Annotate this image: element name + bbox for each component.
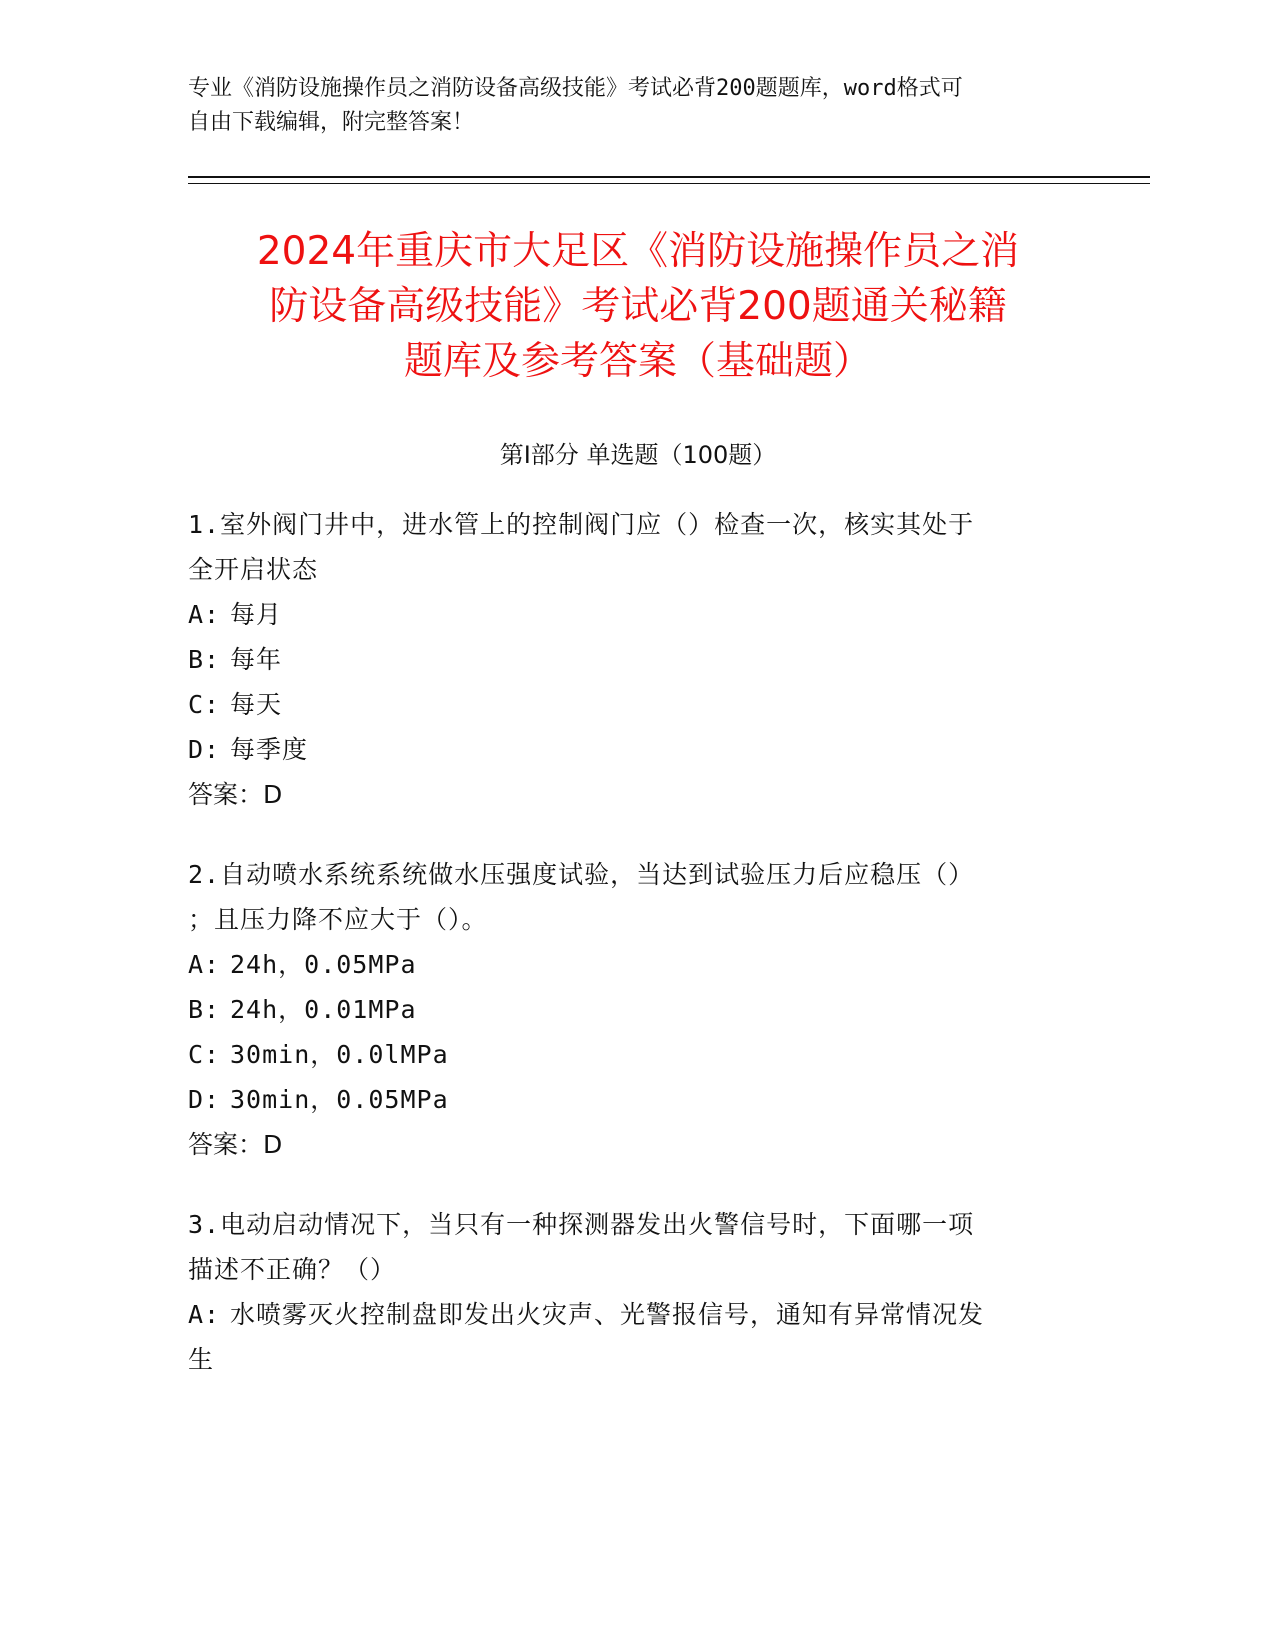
option-text: 24h，0.05MPa: [230, 950, 417, 979]
option-a: [188, 1292, 1068, 1337]
question-1: [188, 502, 1068, 817]
option-text: 每季度: [230, 735, 309, 764]
question-stem: 1.室外阀门井中，进水管上的控制阀门应（）检查一次，核实其处于: [188, 510, 975, 539]
option-a-continued: 生: [188, 1345, 215, 1374]
title-line: 题库及参考答案（基础题）: [403, 339, 872, 384]
option-text: 每年: [230, 645, 283, 674]
option-c: [188, 1032, 1068, 1077]
header-divider-thin: [188, 183, 1150, 184]
option-a: [188, 942, 1068, 987]
option-letter: B:: [188, 995, 221, 1024]
option-d: [188, 727, 1068, 772]
section-heading: 第Ⅰ部分 单选题（100题）: [499, 441, 777, 469]
header-note: [188, 72, 1068, 140]
option-letter: C:: [188, 690, 221, 719]
option-a: [188, 592, 1068, 637]
option-text: 每月: [230, 600, 283, 629]
option-text: 24h，0.01MPa: [230, 995, 417, 1024]
title-line: 防设备高级技能》考试必背200题通关秘籍: [269, 284, 1007, 329]
option-text: 30min，0.0lMPa: [230, 1040, 449, 1069]
header-note-line: 自由下载编辑，附完整答案！: [188, 110, 475, 135]
question-stem: 全开启状态: [188, 555, 319, 584]
option-b: [188, 987, 1068, 1032]
option-letter: C:: [188, 1040, 221, 1069]
option-text: 水喷雾灭火控制盘即发出火灾声、光警报信号，通知有异常情况发: [230, 1300, 985, 1329]
option-text: 30min，0.05MPa: [230, 1085, 449, 1114]
option-letter: B:: [188, 645, 221, 674]
option-letter: D:: [188, 1085, 221, 1114]
question-stem: 2.自动喷水系统系统做水压强度试验，当达到试验压力后应稳压（）: [188, 860, 975, 889]
question-2: [188, 852, 1068, 1167]
header-divider-thick: [188, 176, 1150, 178]
option-c: [188, 682, 1068, 727]
option-letter: D:: [188, 735, 221, 764]
option-d: [188, 1077, 1068, 1122]
answer-label: 答案：D: [188, 1130, 283, 1159]
question-stem: 描述不正确？（）: [188, 1255, 397, 1284]
question-stem: ；且压力降不应大于（）。: [188, 905, 488, 934]
option-letter: A:: [188, 1300, 221, 1329]
document-title: [188, 224, 1088, 389]
header-note-line: 专业《消防设施操作员之消防设备高级技能》考试必背200题题库，word格式可: [188, 76, 963, 101]
option-b: [188, 637, 1068, 682]
option-letter: A:: [188, 600, 221, 629]
question-stem: 3.电动启动情况下，当只有一种探测器发出火警信号时，下面哪一项: [188, 1210, 975, 1239]
answer-label: 答案：D: [188, 780, 283, 809]
option-text: 每天: [230, 690, 283, 719]
title-line: 2024年重庆市大足区《消防设施操作员之消: [256, 229, 1020, 274]
question-3: [188, 1202, 1068, 1382]
option-letter: A:: [188, 950, 221, 979]
